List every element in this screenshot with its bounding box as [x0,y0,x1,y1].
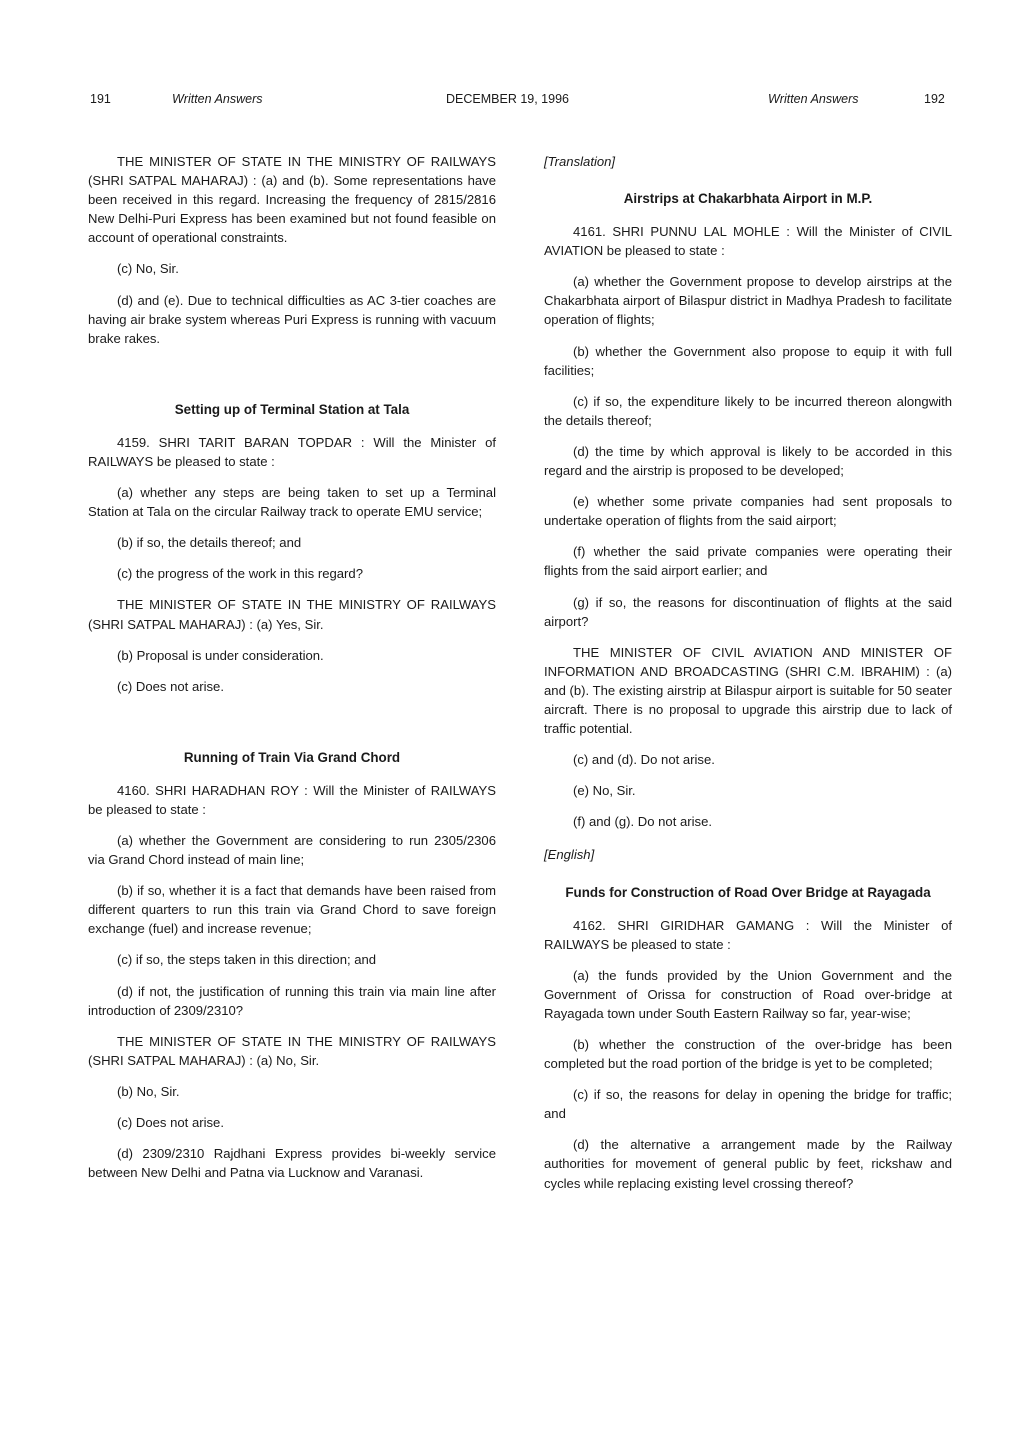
running-title-right: Written Answers [768,92,859,106]
question-item: (a) whether the Government are considering to run 2305/2306 via Grand Chord instead of main line; [88,832,496,868]
question-item: (d) the alternative a arrangement made by the Railway authorities for movement of general public by feet, rickshaw and cycles while replacing existing level crossing thereof? [544,1137,952,1191]
question-item: (c) if so, the reasons for delay in opening the bridge for traffic; and [544,1087,952,1122]
question-item: (b) whether the construction of the over-bridge has been completed but the road portion of the bridge is yet to be completed; [544,1037,952,1072]
left-column [88,152,496,1194]
section-heading-grand-chord: Running of Train Via Grand Chord [183,749,401,765]
question-item: (c) if so, the steps taken in this direction; and [117,952,377,968]
question-item: (a) whether any steps are being taken to set up a Terminal Station at Tala on the circular Railway track to operate EMU service; [88,485,496,520]
answer-item: (b) Proposal is under consideration. [117,647,324,663]
question-item: (a) the funds provided by the Union Government and the Government of Orissa for construction of Road over-bridge at Rayagada town under South Eastern Railway so far, year-wise; [544,967,952,1021]
header-date: DECEMBER 19, 1996 [446,92,569,106]
question-item: (d) if not, the justification of running this train via main line after introduction of 2309/2310? [88,983,496,1018]
answer-4159: THE MINISTER OF STATE IN THE MINISTRY OF RAILWAYS (SHRI SATPAL MAHARAJ) : (a) Yes, Sir. [88,597,496,632]
question-4159: 4159. SHRI TARIT BARAN TOPDAR : Will the Minister of RAILWAYS be pleased to state : [88,434,496,469]
question-item: (d) the time by which approval is likely to be accorded in this regard and the airstrip is proposed to be developed; [544,443,952,479]
section-heading-rayagada-bridge: Funds for Construction of Road Over Bridge at Rayagada [565,884,931,900]
answer-item: (f) and (g). Do not arise. [573,814,712,830]
question-4160: 4160. SHRI HARADHAN ROY : Will the Minister of RAILWAYS be pleased to state : [88,782,496,817]
page-header [0,92,1020,112]
page-number-right: 192 [924,92,945,106]
language-marker-english: [English] [544,847,595,863]
page-number-left: 191 [90,92,111,106]
question-item: (e) whether some private companies had sent proposals to undertake operation of flights from the said airport; [544,494,952,529]
question-item: (a) whether the Government propose to develop airstrips at the Chakarbhata airport of Bilaspur district in Madhya Pradesh to facilitate operation of flights; [544,274,952,328]
question-item: (c) if so, the expenditure likely to be incurred thereon alongwith the details thereof; [544,393,952,428]
answer-item: (c) and (d). Do not arise. [573,752,715,768]
section-heading-terminal-station-tala: Setting up of Terminal Station at Tala [174,401,410,417]
question-item: (b) if so, the details thereof; and [117,535,302,551]
answer-4161: THE MINISTER OF CIVIL AVIATION AND MINISTER OF INFORMATION AND BROADCASTING (SHRI C.M. IBRAHIM) : (a) and (b). The existing airstrip at Bilaspur airport is suitable for 50 seater aircraft. There is no proposal to upgrade this airstrip due to lack of traffic potential. [544,644,952,737]
answer-4160: THE MINISTER OF STATE IN THE MINISTRY OF RAILWAYS (SHRI SATPAL MAHARAJ) : (a) No, Sir. [88,1033,496,1068]
right-column [544,152,952,1205]
answer-item: (e) No, Sir. [573,783,636,799]
question-4162: 4162. SHRI GIRIDHAR GAMANG : Will the Minister of RAILWAYS be pleased to state : [544,917,952,952]
question-item: (g) if so, the reasons for discontinuation of flights at the said airport? [544,594,952,629]
answer-paragraph: THE MINISTER OF STATE IN THE MINISTRY OF RAILWAYS (SHRI SATPAL MAHARAJ) : (a) and (b). Some representations have been received in this regard. Increasing the frequency of 2815/2816 New Delhi-Puri Express has been examined but not found feasible on account of operational constraints. [88,154,496,246]
answer-item: (c) Does not arise. [117,678,224,694]
section-heading-chakarbhata-airport: Airstrips at Chakarbhata Airport in M.P. [623,191,873,207]
answer-paragraph: (d) and (e). Due to technical difficulties as AC 3-tier coaches are having air brake system whereas Puri Express is running with vacuum brake rakes. [88,292,496,346]
answer-item: (b) No, Sir. [117,1083,180,1099]
answer-item: (d) 2309/2310 Rajdhani Express provides bi-weekly service between New Delhi and Patna via Lucknow and Varanasi. [88,1146,496,1181]
question-item: (b) whether the Government also propose to equip it with full facilities; [544,343,952,378]
language-marker-translation: [Translation] [544,154,616,169]
question-item: (f) whether the said private companies were operating their flights from the said airport earlier; and [544,544,952,579]
answer-paragraph: (c) No, Sir. [117,261,179,277]
question-item: (b) if so, whether it is a fact that demands have been raised from different quarters to run this train via Grand Chord to save foreign exchange (fuel) and increase revenue; [88,883,496,937]
question-4161: 4161. SHRI PUNNU LAL MOHLE : Will the Minister of CIVIL AVIATION be pleased to state : [544,224,952,259]
answer-item: (c) Does not arise. [117,1115,224,1130]
running-title-left: Written Answers [172,92,263,106]
question-item: (c) the progress of the work in this regard? [117,566,363,582]
